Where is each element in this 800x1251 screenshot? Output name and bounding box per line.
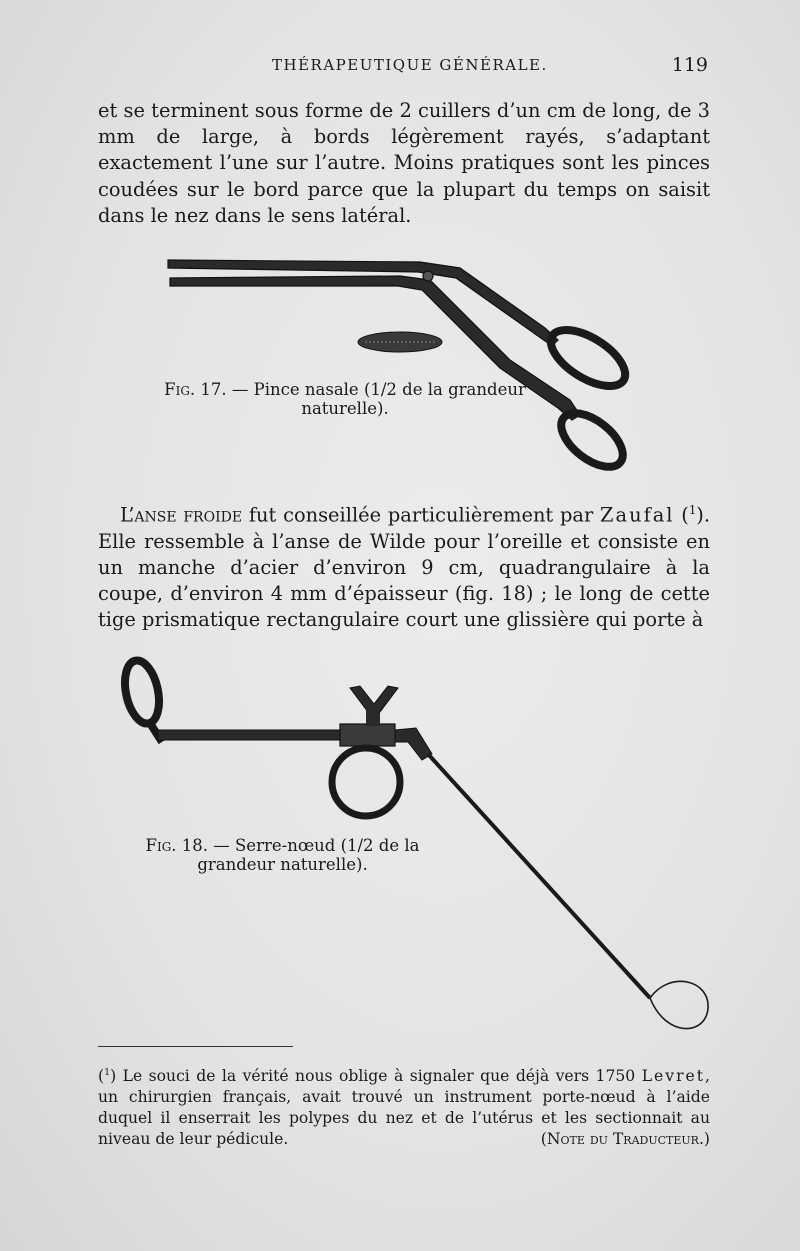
figure-17-caption-text: — Pince nasale (1/2 de la grandeur naturelle). [226, 380, 526, 418]
snare-thumb-ring [332, 748, 400, 816]
footnote-marker: 1 [104, 1067, 111, 1078]
forceps-upper-arm [168, 260, 558, 346]
snare-cannula [428, 754, 650, 998]
paragraph-2-lead: L’anse froide [120, 503, 243, 527]
footnote-rule [98, 1046, 293, 1047]
paragraph-2 [98, 497, 710, 633]
figure-18-caption [140, 836, 425, 874]
paragraph-2-note-open: ( [674, 503, 689, 527]
forceps-lower-ring [552, 403, 632, 477]
footnote-reference: 1 [688, 503, 697, 517]
forceps-upper-ring [542, 319, 634, 397]
snare-wing-nut [350, 686, 398, 712]
footnote-text-a: Le souci de la vérité nous oblige à signaler que déjà vers 1750 [116, 1067, 642, 1086]
page-number: 119 [671, 54, 708, 76]
running-head: THÉRAPEUTIQUE GÉNÉRALE. [272, 56, 548, 74]
figure-17-caption [150, 380, 540, 418]
figure-17-label: Fig. 17. [164, 380, 227, 399]
snare-slider [340, 724, 395, 746]
paragraph-1 [98, 98, 710, 229]
figure-18-label: Fig. 18. [145, 836, 209, 855]
footnote: ($^1$) Le souci de la vérité nous oblige à signaler que déjà vers 1750 Levret, un chirurgien français, avait trouvé un instrument porte-nœud à l’aide duquel il enserrait les polypes du nez et de l’utérus et les sectionnait au niveau de leur pédicule. (Note du Traducteur.) [98, 1067, 710, 1149]
figure-18-caption-text: — Serre-nœud (1/2 de la grandeur naturelle). [197, 836, 420, 874]
footnote-text-b: , un chirurgien français, avait trouvé un instrument porte-nœud à l’aide duquel il enserrait les polypes du nez et de l’utérus et les sectionnait au niveau de leur pédicule. [98, 1067, 710, 1149]
translator-note-credit: (Note du Traducteur.) [540, 1130, 710, 1149]
snare-finger-ring [120, 657, 165, 726]
author-name-zaufal: Zaufal [600, 503, 675, 527]
paragraph-2-rest: ). Elle ressemble à l’anse de Wilde pour l’oreille et consiste en un manche d’acier d’environ 9 cm, quadrangulaire à la coupe, d’environ 4 mm d’épaisseur (fig. 18) ; le long de cette tige prismatique rectangulaire court une glissière qui porte à [98, 503, 711, 632]
forceps-hinge-screw [423, 271, 433, 281]
author-name-levret: Levret [641, 1067, 706, 1086]
paragraph-1-text: et se terminent sous forme de 2 cuillers d’un cm de long, de 3 mm de large, à bords légèrement rayés, s’adaptant exactement l’une sur l’autre. Moins pratiques sont les pinces coudées sur le bord parce que la plupart du temps on saisit dans le nez dans le sens latéral. [98, 99, 710, 227]
figure-17-nasal-forceps [160, 240, 640, 485]
paragraph-2-mid: fut conseillée particulièrement par [242, 503, 601, 527]
snare-wire-loop [650, 981, 708, 1028]
